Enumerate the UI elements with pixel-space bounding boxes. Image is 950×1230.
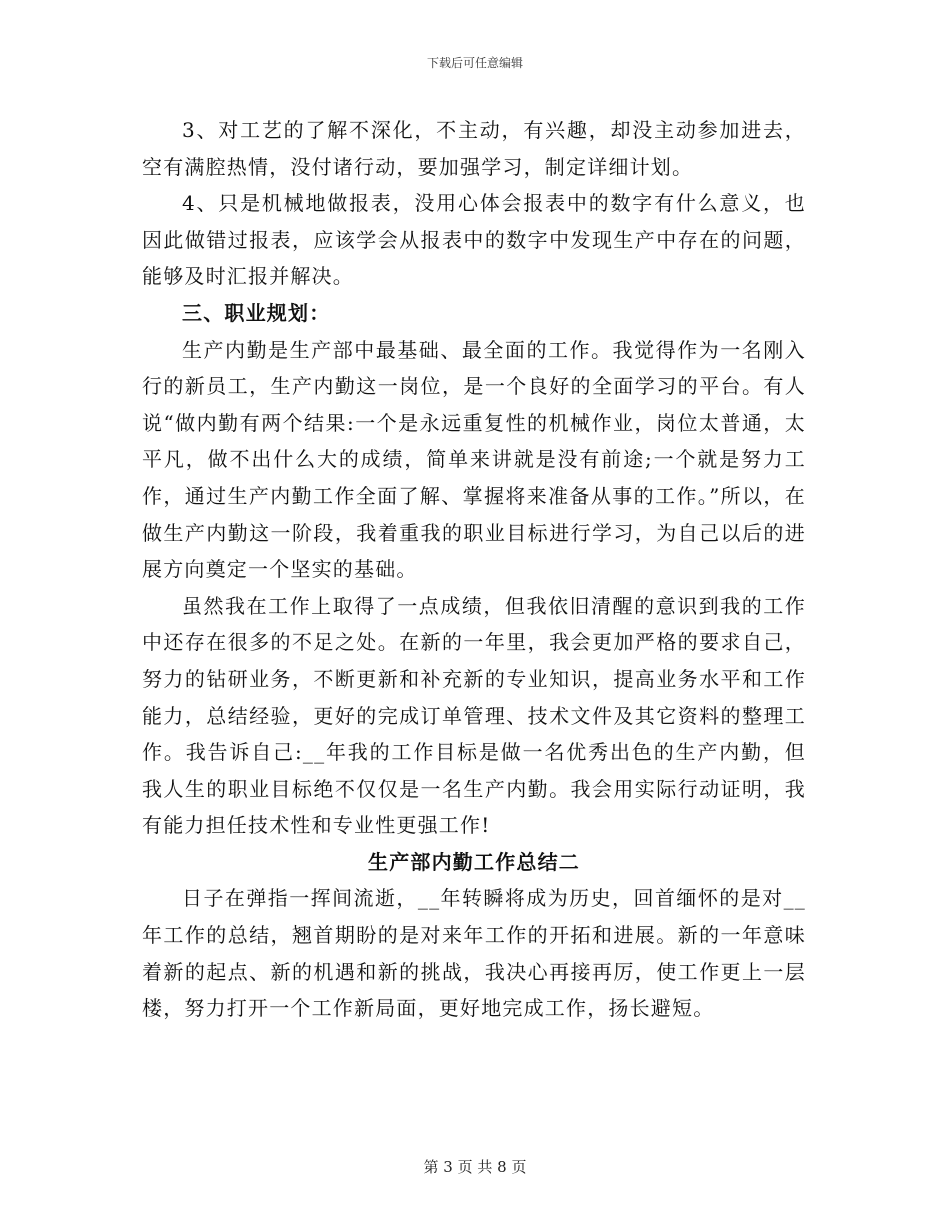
paragraph-item-3: 3、对工艺的了解不深化，不主动，有兴趣，却没主动参加进去，空有满腔热情，没付诸行动，要加强学习，制定详细计划。: [142, 118, 806, 179]
paragraph-summary-two-1: 日子在弹指一挥间流逝，__年转瞬将成为历史，回首缅怀的是对__年工作的总结，翘首期盼的是对来年工作的开拓和进展。新的一年意味着新的起点、新的机遇和新的挑战，我决心再接再厉，使工作更上一层楼，努力打开一个工作新局面，更好地完成工作，扬长避短。: [142, 886, 806, 1021]
paragraph-career-2: 虽然我在工作上取得了一点成绩，但我依旧清醒的意识到我的工作中还存在很多的不足之处。在新的一年里，我会更加严格的要求自己，努力的钻研业务，不断更新和补充新的专业知识，提高业务水平和工作能力，总结经验，更好的完成订单管理、技术文件及其它资料的整理工作。我告诉自己:__年我的工作目标是做一名优秀出色的生产内勤，但我人生的职业目标绝不仅仅是一名生产内勤。我会用实际行动证明，我有能力担任技术性和专业性更强工作!: [142, 593, 806, 838]
paragraph-item-4: 4、只是机械地做报表，没用心体会报表中的数字有什么意义，也因此做错过报表，应该学会从报表中的数字中发现生产中存在的问题，能够及时汇报并解决。: [142, 191, 806, 289]
paragraph-career-1: 生产内勤是生产部中最基础、最全面的工作。我觉得作为一名刚入行的新员工，生产内勤这一岗位，是一个良好的全面学习的平台。有人说“做内勤有两个结果:一个是永远重复性的机械作业，岗位太普通，太平凡，做不出什么大的成绩，简单来讲就是没有前途;一个就是努力工作，通过生产内勤工作全面了解、掌握将来准备从事的工作。”所以，在做生产内勤这一阶段，我着重我的职业目标进行学习，为自己以后的进展方向奠定一个坚实的基础。: [142, 337, 806, 582]
page-number: 第 3 页 共 8 页: [423, 1158, 527, 1176]
header-note: 下载后可任意编辑: [426, 56, 523, 70]
section-heading-career-planning: 三、职业规划：: [182, 300, 331, 325]
summary-two-title: 生产部内勤工作总结二: [368, 849, 580, 874]
document-body: [142, 112, 806, 1027]
